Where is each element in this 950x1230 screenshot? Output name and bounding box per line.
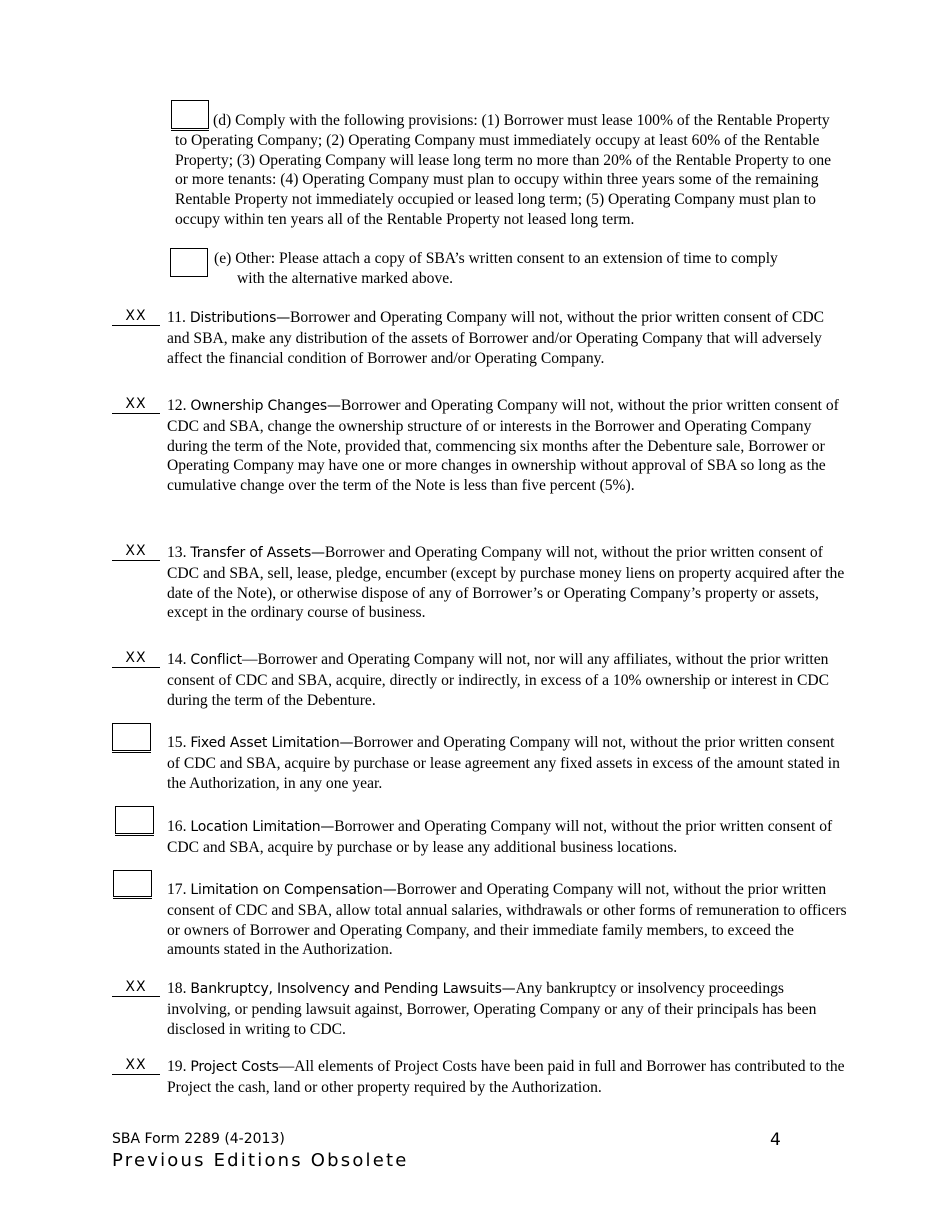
item-19-text: —All elements of Project Costs have been paid in full and Borrower has contributed to the Project the cash, land or other property required by the Authorization.: [167, 1058, 845, 1096]
item-18-heading: Bankruptcy, Insolvency and Pending Lawsuits—: [190, 981, 516, 997]
item-11-mark[interactable]: XX: [112, 308, 160, 326]
item-14-text: —Borrower and Operating Company will not, nor will any affiliates, without the prior written consent of CDC and SBA, acquire, directly or indirectly, in excess of a 10% ownership or interest in CDC during the term of the Debenture.: [167, 651, 830, 709]
item-17-heading: Limitation on Compensation—: [190, 882, 397, 898]
item-13-number: 13.: [167, 544, 187, 561]
item-12-heading: Ownership Changes—: [190, 398, 341, 414]
footer-form-id: SBA Form 2289 (4-2013): [112, 1131, 285, 1147]
item-17: [167, 880, 847, 960]
item-13-text: Borrower and Operating Company will not, without the prior written consent of CDC and SBA, sell, lease, pledge, encumber (except by purchase money liens on property acquired after the date of the Note), or otherwise dispose of any of Borrower’s or Operating Company’s property or assets, except in the ordinary course of business.: [167, 544, 845, 622]
item-16-text: Borrower and Operating Company will not, without the prior written consent of CDC and SBA, acquire by purchase or by lease any additional business locations.: [167, 818, 833, 856]
provision-e-line1: (e) Other: Please attach a copy of SBA’s written consent to an extension of time to comply: [214, 250, 778, 267]
item-19-heading: Project Costs: [190, 1059, 279, 1075]
item-14-mark[interactable]: XX: [112, 650, 160, 668]
item-15-checkbox[interactable]: [112, 723, 151, 751]
item-16-heading: Location Limitation—: [190, 819, 335, 835]
item-13: [167, 543, 847, 623]
item-16-checkbox[interactable]: [115, 806, 154, 834]
item-19-number: 19.: [167, 1058, 187, 1075]
item-14-heading: Conflict: [190, 652, 242, 668]
item-15-heading: Fixed Asset Limitation—: [190, 735, 354, 751]
provision-e-checkbox[interactable]: [170, 248, 208, 277]
item-11-text: Borrower and Operating Company will not, without the prior written consent of CDC and SBA, make any distribution of the assets of Borrower and/or Operating Company that will adversely affect the financial condition of Borrower and/or Operating Company.: [167, 309, 824, 367]
item-14-number: 14.: [167, 651, 187, 668]
item-12: [167, 396, 847, 496]
item-15: [167, 733, 847, 793]
item-17-checkbox[interactable]: [113, 870, 152, 897]
footer-previous-editions: Previous Editions Obsolete: [112, 1150, 409, 1171]
item-17-text: Borrower and Operating Company will not, without the prior written consent of CDC and SBA, allow total annual salaries, withdrawals or other forms of remuneration to officers or owners of Borrower and Operating Company, and their immediate family members, to exceed the amounts stated in the Authorization.: [167, 881, 847, 959]
item-12-text: Borrower and Operating Company will not, without the prior written consent of CDC and SBA, change the ownership structure of or interests in the Borrower and Operating Company during the term of the Note, provided that, commencing six months after the Debenture sale, Borrower or Operating Company may have one or more changes in ownership without approval of SBA so long as the cumulative change over the term of the Note is less than five percent (5%).: [167, 397, 839, 495]
item-11: [167, 308, 847, 368]
item-18: [167, 979, 847, 1039]
item-11-number: 11.: [167, 309, 186, 326]
item-13-mark[interactable]: XX: [112, 543, 160, 561]
item-12-number: 12.: [167, 397, 187, 414]
item-19: [167, 1057, 847, 1098]
page-number: 4: [770, 1130, 781, 1150]
item-18-number: 18.: [167, 980, 187, 997]
item-15-number: 15.: [167, 734, 187, 751]
item-14: [167, 650, 847, 710]
item-17-number: 17.: [167, 881, 187, 898]
item-11-heading: Distributions—: [189, 310, 290, 326]
provision-e-line2: with the alternative marked above.: [237, 270, 454, 287]
item-18-text: Any bankruptcy or insolvency proceedings involving, or pending lawsuit against, Borrower, Operating Company or any of their principals has been disclosed in writing to CDC.: [167, 980, 817, 1038]
item-19-mark[interactable]: XX: [112, 1057, 160, 1075]
item-16-number: 16.: [167, 818, 187, 835]
item-12-mark[interactable]: XX: [112, 396, 160, 414]
provision-d-text: (d) Comply with the following provisions: (1) Borrower must lease 100% of the Rentable Property to Operating Company; (2) Operating Company must immediately occupy at least 60% of the Rentable Property; (3) Operating Company will lease long term no more than 20% of the Rentable Property to one or more tenants: (4) Operating Company must plan to occupy within three years some of the remaining Rentable Property not immediately occupied or leased long term; (5) Operating Company must plan to occupy within ten years all of the Rentable Property not leased long term.: [175, 112, 832, 228]
item-15-text: Borrower and Operating Company will not, without the prior written consent of CDC and SBA, acquire by purchase or lease agreement any fixed assets in excess of the amount stated in the Authorization, in any one year.: [167, 734, 840, 792]
item-13-heading: Transfer of Assets—: [190, 545, 325, 561]
item-18-mark[interactable]: XX: [112, 979, 160, 997]
item-16: [167, 817, 847, 858]
